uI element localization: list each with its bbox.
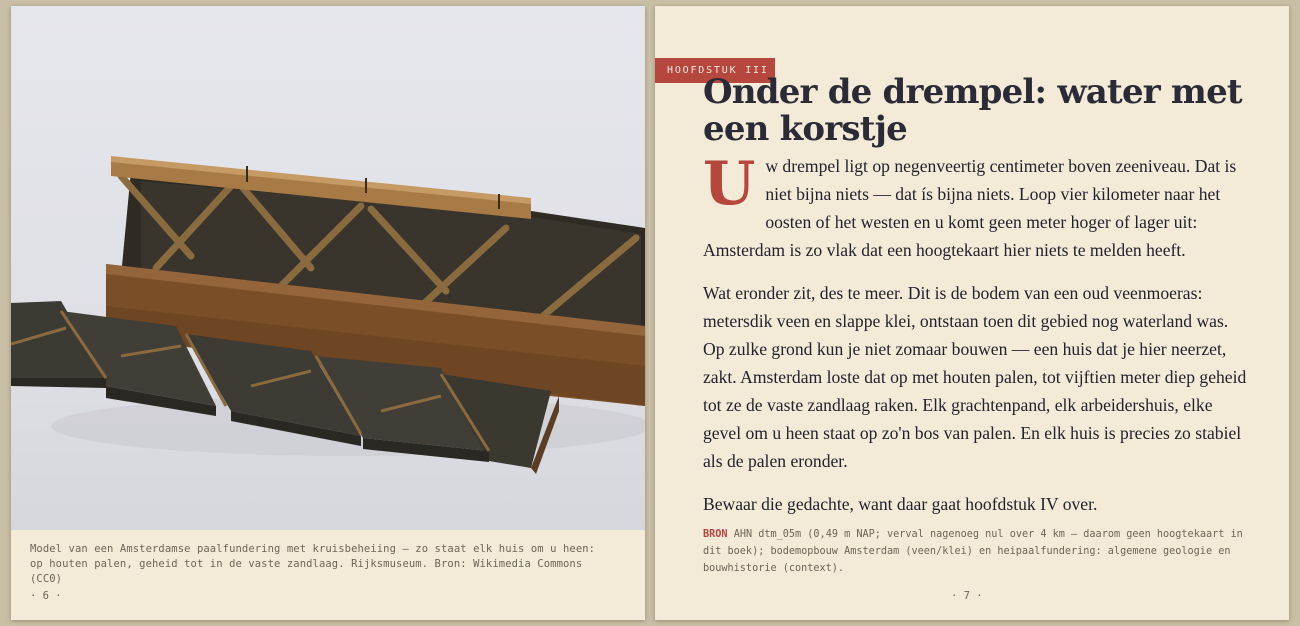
- chapter-title: Onder de drempel: water met een korstje: [703, 72, 1242, 149]
- right-page: [655, 6, 1289, 620]
- photo-caption: Model van een Amsterdamse paalfundering met kruisbeheiing — zo staat elk huis om u heen: op houten palen, geheid tot in de vaste zandlaag. Rijksmuseum. Bron: Wikimedia Commons (CC0): [30, 543, 596, 585]
- source-note: [703, 526, 1243, 577]
- dropcap: U: [703, 149, 756, 219]
- chapter-tag: HOOFDSTUK III: [655, 58, 775, 83]
- paragraph-2: Wat eronder zit, des te meer. Dit is de bodem van een oud veenmoeras: metersdik veen en slappe klei, ontstaan toen dit gebied nog waterland was. Op zulke grond kun je niet zomaar bouwen — een huis dat je hier neerzet, zakt. Amsterdam loste dat op met houten palen, tot vijftien meter diep geheid tot ze de vaste zandlaag raken. Elk grachtenpand, elk arbeidershuis, elke gevel om u heen staat op zo'n bos van palen. En elk huis is precies zo stabiel als de palen eronder.: [703, 283, 1247, 471]
- paragraph-3: Bewaar die gedachte, want daar gaat hoofdstuk IV over.: [703, 494, 1098, 514]
- source-text: AHN dtm_05m (0,49 m NAP; verval nagenoeg nul over 4 km — daarom geen hoogtekaart in dit boek); bodemopbouw Amsterdam (veen/klei) en heipaalfundering: algemene geologie en bouwhistorie (context).: [703, 529, 1243, 574]
- chapter-body: [703, 149, 1249, 533]
- foundation-model-photo: [11, 6, 645, 530]
- source-label: BRON: [703, 529, 728, 540]
- left-page: [11, 6, 645, 620]
- page-number-right: · 7 ·: [951, 590, 983, 602]
- paragraph-1-text: w drempel ligt op negenveertig centimeter boven zeeniveau. Dat is niet bijna niets — dat ís bijna niets. Loop vier kilometer naar het oosten of het westen en u komt geen meter hoger of lager uit: Amsterdam is zo vlak dat een hoogtekaart hier niets te melden heeft.: [703, 156, 1237, 260]
- page-number-left: · 6 ·: [30, 590, 62, 602]
- paragraph-1: [703, 149, 1249, 264]
- foundation-model-illustration: [11, 6, 645, 530]
